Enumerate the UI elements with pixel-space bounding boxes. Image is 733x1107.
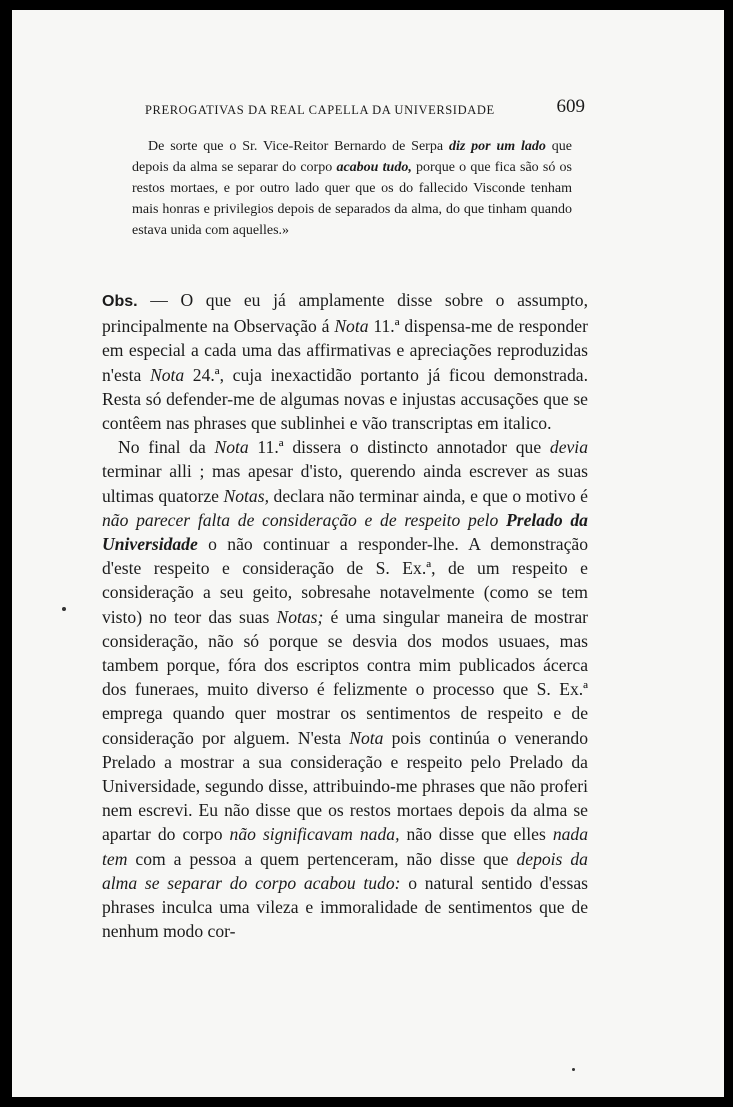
italic-run: Notas, xyxy=(223,485,269,506)
text-run: No final da xyxy=(118,437,215,458)
text-run: declara não terminar ainda, e que o motivo é xyxy=(268,485,588,506)
text-run xyxy=(498,510,506,530)
body-paragraph xyxy=(102,435,588,943)
italic-run: não significavam nada, xyxy=(229,824,400,845)
quote-paragraph xyxy=(132,136,572,241)
text-run: terminar alli ; mas apesar d'isto, querendo ainda escrever as suas ultimas quatorze xyxy=(102,461,588,506)
observation-paragraph xyxy=(102,288,588,435)
running-header xyxy=(145,94,585,134)
body-text xyxy=(102,288,588,943)
italic-run: devia xyxy=(549,437,588,458)
text-run: com a pessoa a quem pertenceram, não disse que xyxy=(127,848,517,869)
italic-run: Notas; xyxy=(276,606,324,627)
text-run: que depois da alma se separar do corpo xyxy=(132,139,572,175)
text-run: De sorte que o Sr. Vice-Reitor Bernardo de Serpa xyxy=(148,139,449,154)
text-run: não disse que elles xyxy=(399,824,553,845)
margin-mark xyxy=(62,607,66,611)
text-run: o natural sentido d'essas phrases inculca uma vileza e immoralidade de sentimentos que de nenhum modo cor- xyxy=(102,872,589,942)
bold-italic-run: acabou tudo, xyxy=(336,160,412,175)
quoted-passage xyxy=(132,136,572,241)
italic-run: não parecer falta de consideração e de respeito pelo xyxy=(102,509,499,530)
bold-italic-run: diz por um lado xyxy=(448,139,546,154)
text-run: o não continuar a responder-lhe. A demonstração d'este respeito e consideração de S. Ex.ª, de um respeito e consideração a seu geito, sobresahe notavelmente (como se tem visto) no teor das suas xyxy=(102,534,588,627)
bold-italic-run: Prelado da Universidade xyxy=(102,509,588,555)
text-run: 11.ª dispensa-me de responder em especial a cada uma das affirmativas e apreciações reproduzidas n'esta xyxy=(102,316,588,385)
text-run: é uma singular maneira de mostrar consideração, não só porque se desvia dos modos usuaes, mas tambem porque, fóra dos escriptos contra mim publicados ácerca dos funeraes, muito diverso é felizmente o processo que S. Ex.ª emprega quando quer mostrar os sentimentos de respeito e de consideração por alguem. N'esta xyxy=(102,606,588,748)
italic-run: Nota xyxy=(149,364,185,385)
italic-run: Nota xyxy=(349,727,384,748)
text-run: — O que eu já amplamente disse sobre o assumpto, principalmente na Observação á xyxy=(102,290,588,337)
italic-run: nada tem xyxy=(102,824,588,869)
text-run: porque o que fica são só os restos mortaes, e por outro lado quer que os do fallecido Visconde tenham mais honras e privilegios depois de separados da alma, do que tinham quando estava unida com aquelles.» xyxy=(132,160,572,238)
page-number: 609 xyxy=(556,96,585,117)
italic-run: Nota xyxy=(214,437,249,458)
italic-run: Nota xyxy=(334,316,369,337)
scanned-page xyxy=(12,10,724,1097)
italic-run: depois da alma se separar do corpo acabou tudo: xyxy=(102,848,588,893)
text-run: 24.ª, cuja inexactidão portanto já ficou demonstrada. Resta só defender-me de algumas novas e injustas accusações que se contêem nas phrases que sublinhei e vão transcriptas em italico. xyxy=(102,364,588,434)
obs-label: Obs. xyxy=(102,293,138,310)
header-title: PREROGATIVAS DA REAL CAPELLA DA UNIVERSIDADE xyxy=(145,103,495,117)
ink-speck xyxy=(572,1068,575,1071)
text-run: 11.ª dissera o distincto annotador que xyxy=(248,437,550,458)
text-run: pois continúa o venerando Prelado a mostrar a sua consideração e respeito pelo Prelado da Universidade, segundo disse, attribuindo-me phrases que não proferi nem escrevi. Eu não disse que os restos mortaes depois da alma se apartar do corpo xyxy=(102,727,588,845)
